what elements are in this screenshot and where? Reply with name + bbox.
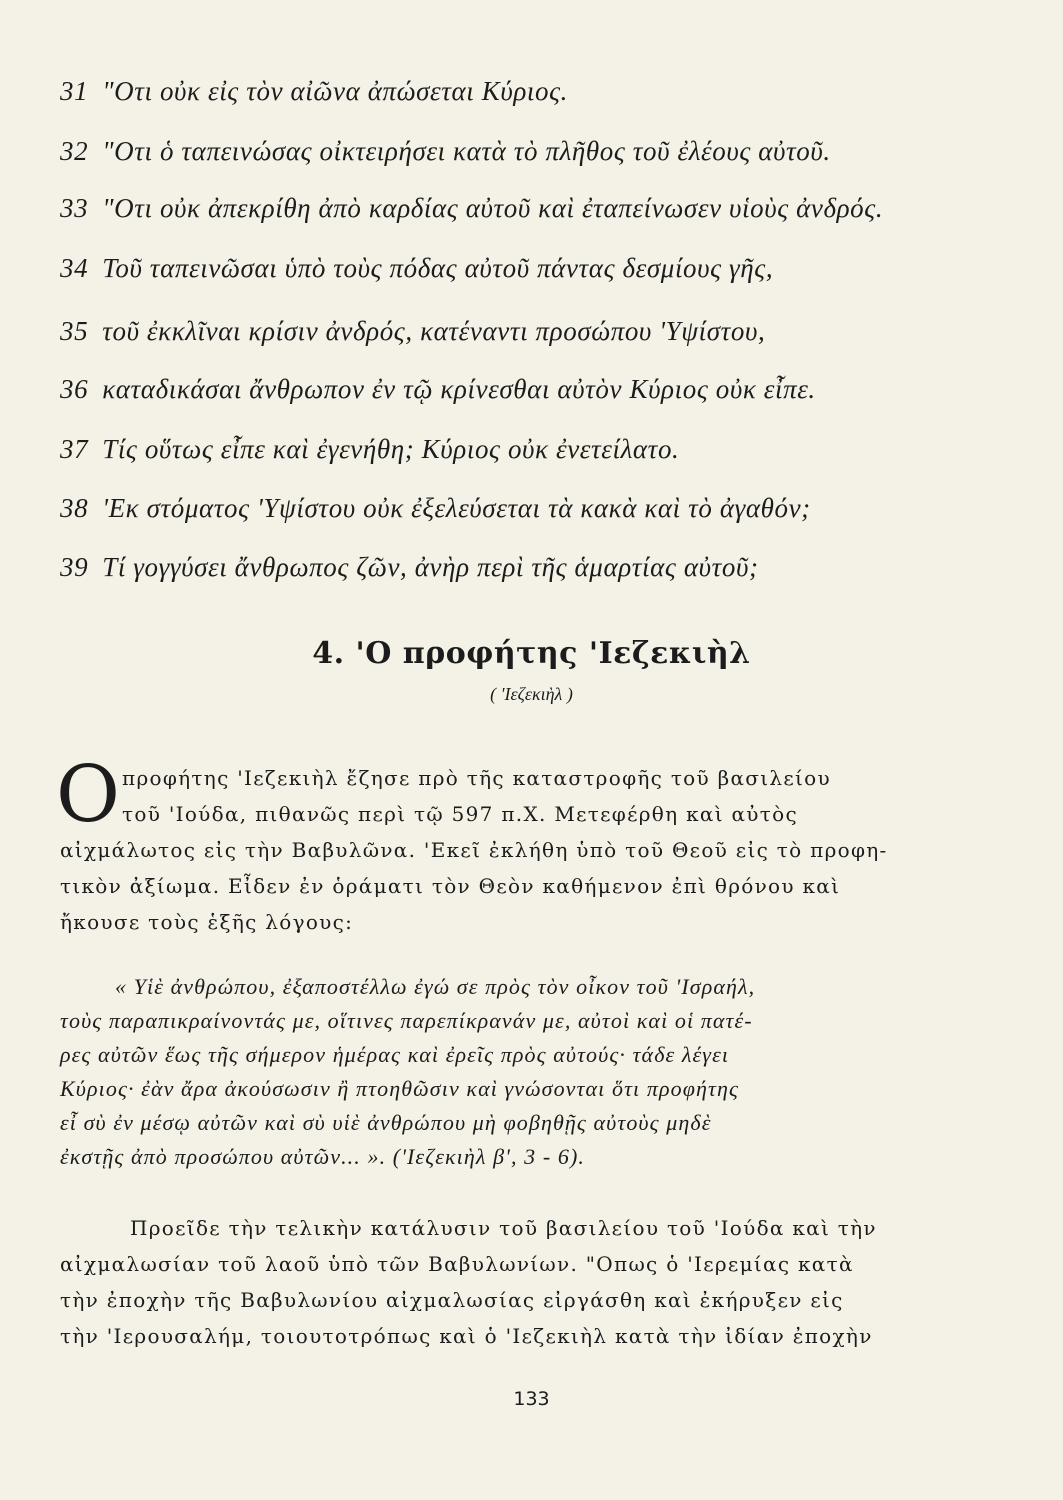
paragraph-line: τὴν ἐποχὴν τῆς Βαβυλωνίου αἰχμαλωσίας εἰργάσθη καὶ ἐκήρυξεν εἰς [60, 1288, 844, 1312]
verse-text: "Οτι ὁ ταπεινώσας οἰκτειρήσει κατὰ τὸ πλῆθος τοῦ ἐλέους αὐτοῦ. [102, 136, 831, 166]
section-subheading: ( 'Ιεζεκιὴλ ) [490, 684, 573, 704]
verse-text: "Οτι οὐκ ἀπεκρίθη ἀπὸ καρδίας αὐτοῦ καὶ ἐταπείνωσεν υἱοὺς ἀνδρός. [102, 193, 884, 223]
paragraph-line: τὴν 'Ιερουσαλήμ, τοιουτοτρόπως καὶ ὁ 'Ιεζεκιὴλ κατὰ τὴν ἰδίαν ἐποχὴν [60, 1324, 873, 1348]
verse-text: Τίς οὕτως εἶπε καὶ ἐγενήθη; Κύριος οὐκ ἐνετείλατο. [102, 434, 680, 464]
verse-36 [60, 374, 816, 405]
verse-33 [60, 193, 883, 224]
verse-text: καταδικάσαι ἄνθρωπον ἐν τῷ κρίνεσθαι αὐτὸν Κύριος οὐκ εἶπε. [102, 374, 816, 404]
paragraph-line: αἰχμάλωτος εἰς τὴν Βαβυλῶνα. 'Εκεῖ ἐκλήθη ὑπὸ τοῦ Θεοῦ εἰς τὸ προφη- [60, 838, 888, 862]
verse-text: Τοῦ ταπεινῶσαι ὑπὸ τοὺς πόδας αὐτοῦ πάντας δεσμίους γῆς, [102, 253, 774, 283]
verse-number: 36 [60, 374, 89, 404]
verse-number: 34 [60, 253, 89, 283]
verse-number: 31 [60, 76, 89, 106]
paragraph-line: τικὸν ἀξίωμα. Εἶδεν ἐν ὁράματι τὸν Θεὸν καθήμενον ἐπὶ θρόνου καὶ [60, 874, 841, 898]
verse-number: 39 [60, 552, 89, 582]
verse-39 [60, 552, 759, 583]
section-heading: 4. 'Ο προφήτης 'Ιεζεκιὴλ [312, 636, 751, 671]
drop-cap: Ο [56, 750, 120, 840]
verse-35 [60, 316, 765, 347]
closing-paragraph [60, 1210, 920, 1354]
verse-text: 'Εκ στόματος 'Υψίστου οὐκ ἐξελεύσεται τὰ κακὰ καὶ τὸ ἀγαθόν; [102, 493, 811, 523]
verse-31 [60, 76, 568, 107]
verse-number: 33 [60, 193, 89, 223]
quote-line: τοὺς παραπικραίνοντάς με, οἵτινες παρεπίκρανάν με, αὐτοὶ καὶ οἱ πατέ- [60, 1008, 753, 1033]
verse-number: 38 [60, 493, 89, 523]
quote-line: « Υἱὲ ἀνθρώπου, ἐξαποστέλλω ἐγώ σε πρὸς τὸν οἶκον τοῦ 'Ισραήλ, [115, 974, 756, 999]
verse-37 [60, 434, 679, 465]
paragraph-line: αἰχμαλωσίαν τοῦ λαοῦ ὑπὸ τῶν Βαβυλωνίων. "Οπως ὁ 'Ιερεμίας κατὰ [60, 1252, 854, 1276]
paragraph-line: Προεῖδε τὴν τελικὴν κατάλυσιν τοῦ βασιλείου τοῦ 'Ιούδα καὶ τὴν [130, 1216, 877, 1240]
verse-34 [60, 253, 773, 284]
verse-32 [60, 136, 831, 167]
verse-number: 35 [60, 316, 89, 346]
verse-number: 32 [60, 136, 89, 166]
quote-line: Κύριος· ἐὰν ἄρα ἀκούσωσιν ἢ πτοηθῶσιν καὶ γνώσονται ὅτι προφήτης [60, 1076, 740, 1101]
quote-line: εἶ σὺ ἐν μέσῳ αὐτῶν καὶ σὺ υἱὲ ἀνθρώπου μὴ φοβηθῇς αὐτοὺς μηδὲ [60, 1110, 712, 1135]
paragraph-line: τοῦ 'Ιούδα, πιθανῶς περὶ τῷ 597 π.Χ. Μετεφέρθη καὶ αὐτὸς [122, 802, 798, 826]
verse-number: 37 [60, 434, 89, 464]
verse-text: Τί γογγύσει ἄνθρωπος ζῶν, ἀνὴρ περὶ τῆς ἁμαρτίας αὐτοῦ; [102, 552, 759, 582]
intro-paragraph [60, 760, 920, 940]
verse-38 [60, 493, 811, 524]
quote-line: ρες αὐτῶν ἕως τῆς σήμερον ἡμέρας καὶ ἐρεῖς πρὸς αὐτούς· τάδε λέγει [60, 1042, 730, 1067]
quote-line: ἐκστῇς ἀπὸ προσώπου αὐτῶν... ». ('Ιεζεκιὴλ β', 3 - 6). [60, 1144, 586, 1169]
page-number: 133 [513, 1388, 550, 1410]
verse-text: τοῦ ἐκκλῖναι κρίσιν ἀνδρός, κατέναντι προσώπου 'Υψίστου, [102, 316, 766, 346]
paragraph-line: ἤκουσε τοὺς ἑξῆς λόγους: [60, 910, 354, 934]
verse-text: "Οτι οὐκ εἰς τὸν αἰῶνα ἀπώσεται Κύριος. [102, 76, 568, 106]
scripture-quote [60, 970, 940, 1174]
paragraph-line: προφήτης 'Ιεζεκιὴλ ἔζησε πρὸ τῆς καταστροφῆς τοῦ βασιλείου [122, 766, 831, 790]
